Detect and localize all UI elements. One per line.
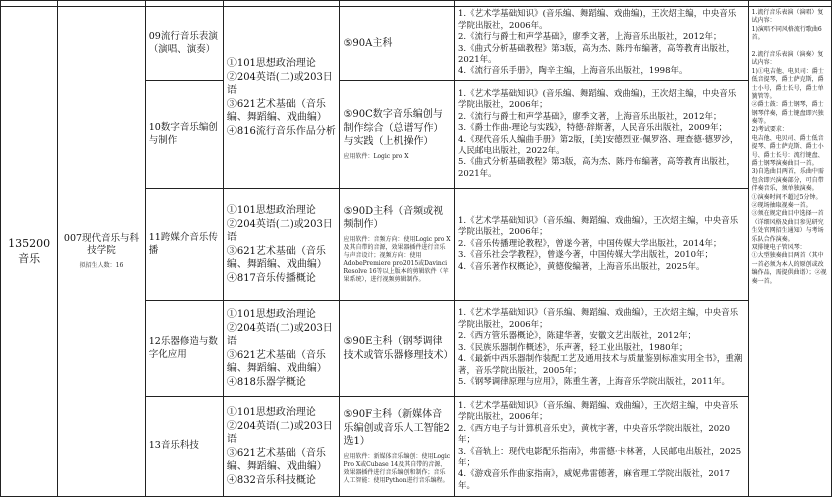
reference-item: 3.《音乐社会学教程》，曾遂今著，中国传媒大学出版社，2010年； bbox=[458, 250, 713, 261]
exam-subjects-cell bbox=[223, 301, 340, 397]
reference-item: 3.《音轨上：现代电影配乐指南》，弗雷德·卡林著，人民邮电出版社，2025年； bbox=[458, 446, 742, 468]
note-line: 3)自选曲目两首，乐曲中需包含即兴演奏部分，可自带伴奏音乐，须单独演奏。 bbox=[751, 168, 824, 193]
table-row bbox=[1, 7, 832, 81]
subject-line: ③621艺术基础（音乐编、舞蹈编、戏曲编） bbox=[226, 98, 327, 123]
reference-item: 4.《流行音乐手册》，陶辛主编，上海音乐出版社，1998年。 bbox=[458, 66, 688, 77]
reference-item: 4.《最新中西乐器制作装配工艺及通用技术与质量鉴别标准实用全书》，重潮著，音乐学院出版社，2005年； bbox=[458, 354, 743, 376]
subject-line: ②204英语(二)或203日语 bbox=[226, 322, 333, 347]
reference-item: 2.《西方电子与计算机音乐史》，黄枕宇著，中央音乐学院出版社，2020年； bbox=[458, 423, 730, 446]
direction-name: 10数字音乐编创与制作 bbox=[145, 81, 223, 189]
reference-item: 1.《艺术学基础知识》（音乐编、舞蹈编、戏曲编），王次炤主编，中央音乐学院出版社，2006年； bbox=[458, 215, 739, 238]
reference-item: 1.《艺术学基础知识》(音乐编、舞蹈编、戏曲编)，王次炤主编，中央音乐学院出版社，2006年； bbox=[458, 88, 737, 111]
exam-subjects-cell bbox=[223, 7, 340, 189]
subject-line: ④817音乐传播概论 bbox=[226, 272, 316, 284]
references-cell bbox=[455, 7, 749, 81]
note-line: 1)①电吉他、电贝司：爵士低音提琴，爵士萨克斯，爵士小号，爵士长号，爵士单簧管等。 bbox=[751, 67, 824, 100]
reference-item: 2.《流行与爵士和声学基础》，廖季文著，上海音乐出版社，2012年； bbox=[458, 32, 722, 43]
subject-line: ③621艺术基础（音乐编、舞蹈编、戏曲编） bbox=[226, 349, 327, 374]
reference-item: 4.《现代音乐人编曲手册》第2版，[美]安德烈亚·佩罗洛、理查德·德罗沙，人民邮电出版社，2022年。 bbox=[458, 134, 739, 156]
college-cell bbox=[58, 7, 145, 497]
references-cell bbox=[455, 301, 749, 397]
reference-item: 3.《民族乐器制作概述》，乐声著，轻工业出版社，1980年； bbox=[458, 342, 688, 353]
subject-line: ①101思想政治理论 bbox=[226, 407, 316, 418]
note-line: 1.流行音乐表演（演唱）复试内容： bbox=[751, 9, 824, 25]
retest-software-note: 应用软件：新媒体音乐编创：使用Logic Pro X或Cubase 14及其自带的音源、效果器插件进行音乐编创和制作；音乐人工智能：使用Python进行音乐编程。 bbox=[343, 452, 451, 484]
subject-line: ①101思想政治理论 bbox=[226, 205, 316, 216]
exam-subjects-cell bbox=[223, 189, 340, 301]
reference-item: 2.《西方管乐器概论》，陈建华著，安徽文艺出版社，2012年； bbox=[458, 331, 696, 342]
retest-subject: ⑤90F主科（新媒体音乐编创或音乐人工智能2选1） bbox=[343, 409, 450, 448]
note-line: 电吉他、电贝司、爵士低音提琴、爵士萨克斯、爵士小号、爵士长号：流行键盘、爵士钢琴演奏曲目一首。 bbox=[751, 134, 824, 168]
note-line: ①大型独奏曲目两首（其中一首必须为本人的原创或改编作品，需提供曲谱）；②视奏一首。 bbox=[751, 252, 827, 285]
subject-line: ④818乐器学概论 bbox=[226, 376, 306, 388]
retest-cell bbox=[340, 189, 455, 301]
note-line: 2.流行音乐表演（演奏）复试内容： bbox=[751, 50, 824, 67]
subject-line: ③621艺术基础（音乐编、舞蹈编、戏曲编） bbox=[226, 245, 327, 270]
reference-item: 1.《艺术学基础知识》（音乐编、舞蹈编、戏曲编），王次炤主编，中央音乐学院出版社，2006年； bbox=[458, 400, 739, 423]
subject-line: ②204英语(二)或203日语 bbox=[226, 71, 333, 96]
subject-line: ①101思想政治理论 bbox=[226, 309, 316, 320]
note-line: ②爵士鼓：爵士钢琴，爵士钢琴伴奏，爵士键盘即兴独奏等。 bbox=[751, 101, 824, 126]
retest-subject: ⑤90C数字音乐编创与制作综合（总谱写作）与实践（上机操作） bbox=[343, 109, 444, 148]
retest-software-note: 应用软件：Logic pro X bbox=[343, 152, 409, 160]
subject-line: ②204英语(二)或203日语 bbox=[226, 420, 333, 445]
retest-cell bbox=[340, 397, 455, 497]
note-line: 1)演唱不同风格流行歌曲6首。 bbox=[751, 25, 822, 42]
retest-subject: ⑤90D主科（音频或视频制作） bbox=[343, 205, 444, 231]
subject-line: ④816流行音乐作品分析 bbox=[226, 125, 336, 137]
exam-subjects-cell bbox=[223, 397, 340, 497]
reference-item: 2.《流行与爵士和声学基础》，廖季文著，上海音乐出版社，2012年； bbox=[458, 111, 722, 122]
direction-name: 13音乐科技 bbox=[145, 397, 223, 497]
subject-line: ①101思想政治理论 bbox=[226, 58, 316, 69]
subject-line: ②204英语(二)或203日语 bbox=[226, 218, 333, 243]
retest-software-note: 应用软件：音频方向：使用Logic pro X及其自带的音源，效果器插件进行音乐与声音设计；视频方向：使用AdobePremiere pro2015或Davinci Resolve 16等以上版本的剪辑软件（苹果系统），进行视频剪辑制作。 bbox=[343, 235, 451, 284]
college-name: 007现代音乐与科技学院 bbox=[63, 232, 140, 257]
retest-subject: ⑤90E主科（钢琴调律技术或管乐器修理技术） bbox=[343, 336, 454, 361]
direction-name: 11跨媒介音乐传播 bbox=[145, 189, 223, 301]
note-line: ②现场抽取视奏一首。 bbox=[751, 201, 812, 209]
note-line: ①演奏时间不超过5分钟。 bbox=[751, 193, 822, 201]
reference-item: 5.《钢琴调律原理与应用》，陈重生著，上海音乐学院出版社，2011年。 bbox=[458, 377, 730, 388]
reference-item: 5.《曲式分析基础教程》第3版，高为杰、陈丹布编著，高等教育出版社，2021年。 bbox=[458, 157, 736, 179]
references-cell bbox=[455, 189, 749, 301]
reference-item: 4.《游戏音乐作曲家指南》，威妮弗雷德著，麻省理工学院出版社，2017年。 bbox=[458, 469, 730, 491]
subject-line: ④832音乐科技概论 bbox=[226, 474, 316, 486]
notes-cell bbox=[748, 7, 831, 497]
note-line: ③须在规定曲目中选择一首（详细风格及曲目参见研究生处官网招生通知）与考场乐队合作演奏。 bbox=[751, 210, 824, 243]
note-line bbox=[752, 43, 828, 51]
reference-item: 2.《音乐传播理论教程》，曾遂今著，中国传媒大学出版社，2014年； bbox=[458, 238, 722, 249]
reference-item: 1.《艺术学基础知识》（音乐编、舞蹈编、戏曲编），王次炤主编，中央音乐学院出版社，2006年； bbox=[458, 308, 739, 330]
note-line: 双排键电子管风琴： bbox=[751, 243, 806, 251]
retest-cell bbox=[340, 7, 455, 81]
reference-item: 1.《艺术学基础知识》(音乐编、舞蹈编、戏曲编)，王次炤主编，中央音乐学院出版社，2006年。 bbox=[458, 9, 737, 31]
college-quota: 拟招生人数：16 bbox=[79, 262, 124, 270]
retest-cell bbox=[340, 301, 455, 397]
references-cell bbox=[455, 397, 749, 497]
direction-name: 09流行音乐表演（演唱、演奏） bbox=[145, 7, 223, 81]
reference-item: 3.《爵士作曲-理论与实践》，特德·辞斯著，人民音乐出版社，2009年； bbox=[458, 123, 728, 134]
direction-name: 12乐器修造与数字化应用 bbox=[145, 301, 223, 397]
references-cell bbox=[455, 81, 749, 189]
subject-line: ③621艺术基础（音乐编、舞蹈编、戏曲编） bbox=[226, 447, 327, 472]
reference-item: 3.《曲式分析基础教程》第3版，高为杰、陈丹布编著，高等教育出版社，2021年。 bbox=[458, 43, 736, 65]
reference-item: 4.《音乐著作权概论》，黄德俊编著，上海音乐出版社，2025年。 bbox=[458, 261, 705, 272]
note-line: 2)考试要求： bbox=[751, 126, 788, 134]
retest-subject: ⑤90A主科 bbox=[343, 37, 393, 49]
discipline-cell: 135200 音乐 bbox=[1, 7, 58, 497]
retest-cell bbox=[340, 81, 455, 189]
